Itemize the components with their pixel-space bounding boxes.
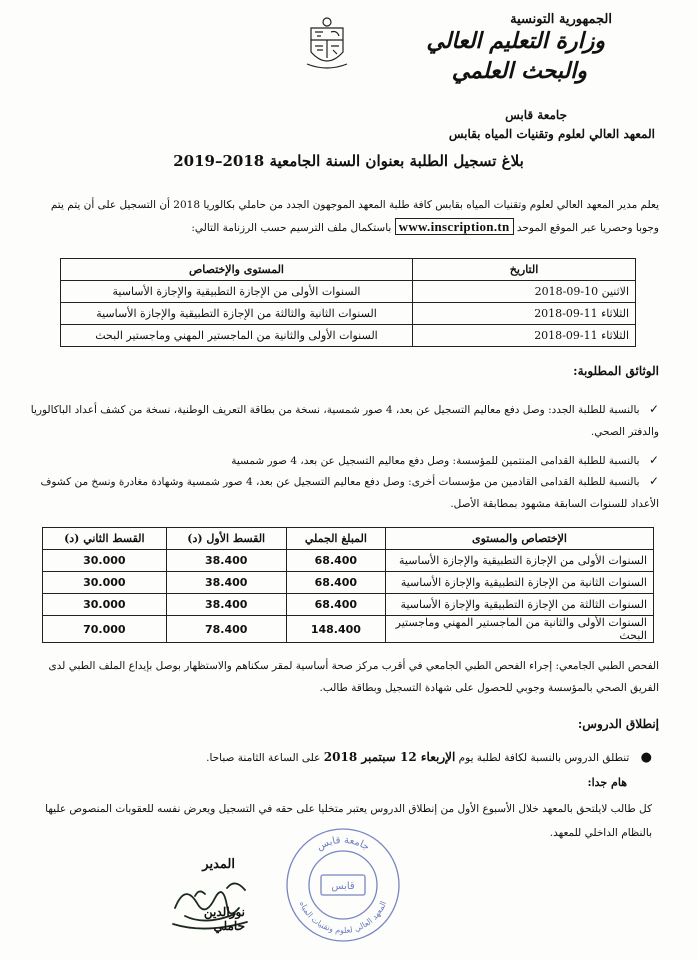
fee-first: 38.400 <box>166 550 286 572</box>
header-institute: المعهد العالي لعلوم وتقنيات المياه بقابس <box>448 127 655 141</box>
fee-level: السنوات الثانية من الإجازة التطبيقية والإجازة الأساسية <box>386 572 654 594</box>
table-row <box>61 325 636 347</box>
courses-heading: إنطلاق الدروس: <box>577 717 659 731</box>
fee-first: 38.400 <box>166 594 286 616</box>
table-header-row <box>61 259 636 281</box>
courses-start-date: الإربعاء 12 سبتمبر 2018 <box>323 750 456 764</box>
fee-level: السنوات الأولى والثانية من الماجستير المهني وماجستير البحث <box>386 616 654 643</box>
header-total: المبلغ الجملي <box>286 528 385 550</box>
table-row <box>61 281 636 303</box>
fee-second: 30.000 <box>43 550 167 572</box>
schedule-date: الثلاثاء 11-09-2018 <box>413 325 636 347</box>
website-link[interactable]: www.inscription.tn <box>395 218 514 235</box>
intro-text-before: يعلم مدير المعهد العالي لعلوم وتقنيات المياه بقابس كافة طلبة المعهد الموجهون الجدد من حاملي بكالوريا 2018 أن التسجيل على أن يتم يتم وجوبا وحصريا عبر الموقع الموحد <box>50 199 659 234</box>
fee-second: 70.000 <box>43 616 167 643</box>
fee-second: 30.000 <box>43 594 167 616</box>
fee-second: 30.000 <box>43 572 167 594</box>
stamp-top-text: جامعة قابس <box>315 834 372 854</box>
documents-heading: الوثائق المطلوبة: <box>573 364 659 378</box>
header-first-installment: القسط الأول (د) <box>166 528 286 550</box>
fee-first: 78.400 <box>166 616 286 643</box>
header-ministry-line1: وزارة التعليم العالي <box>426 28 605 54</box>
director-name: نورالدين حاملي <box>203 905 245 933</box>
header-republic: الجمهورية التونسية <box>510 12 612 27</box>
bullet-icon: ● <box>640 750 652 765</box>
stamp-center-text: قابس <box>331 881 355 892</box>
table-row <box>61 303 636 325</box>
director-title: المدير <box>202 857 235 872</box>
important-paragraph: كل طالب لايلتحق بالمعهد خلال الأسبوع الأول من إنطلاق الدروس يعتبر متخليا على حقه في التسجيل ويعرض نفسه للعقوبات المنصوص عليها بالنظام الداخلي للمعهد. <box>45 803 652 839</box>
checkmark-icon: ✓ <box>648 402 659 416</box>
medical-exam-paragraph: الفحص الطبي الجامعي: إجراء الفحص الطبي الجامعي في أقرب مركز صحة أساسية لمقر سكناهم والاستظهار بوصل بإيداع الملف الطبي لدى الفريق الصحي بالمؤسسة وجوبي للحصول على شهادة التسجيل وبطاقة طالب. <box>48 660 659 694</box>
page-title: بلاغ تسجيل الطلبة بعنوان السنة الجامعية 2018–2019 <box>173 152 524 170</box>
header-date: التاريخ <box>413 259 636 281</box>
important-heading: هام جدا: <box>587 776 627 789</box>
schedule-level: السنوات الأولى والثانية من الماجستير المهني وماجستير البحث <box>61 325 413 347</box>
document-text: بالنسبة للطلبة القدامى القادمين من مؤسسات أخرى: وصل دفع معاليم التسجيل عن بعد، 4 صور شمسية وشهادة مغادرة ونسخ من كشوف الأعداد للسنوات السابقة مشهود بمطابقة الأصل. <box>40 476 659 510</box>
checkmark-icon: ✓ <box>648 474 659 488</box>
schedule-level: السنوات الأولى من الإجازة التطبيقية والإجازة الأساسية <box>61 281 413 303</box>
schedule-level: السنوات الثانية والثالثة من الإجازة التطبيقية والإجازة الأساسية <box>61 303 413 325</box>
fee-total: 68.400 <box>286 594 385 616</box>
fee-total: 68.400 <box>286 572 385 594</box>
table-row <box>43 572 654 594</box>
fee-level: السنوات الثالثة من الإجازة التطبيقية والإجازة الأساسية <box>386 594 654 616</box>
document-item <box>29 449 659 472</box>
courses-text-after: على الساعة الثامنة صباحا. <box>206 752 321 764</box>
intro-paragraph <box>39 195 659 239</box>
stamp-bottom-text: المعهد العالي لعلوم وتقنيات المياه <box>297 899 389 936</box>
document-item <box>29 398 659 443</box>
table-header-row <box>43 528 654 550</box>
intro-text-after: باستكمال ملف الترسيم حسب الرزنامة التالي: <box>191 222 392 234</box>
header-university: جامعة قابس <box>505 108 567 122</box>
fee-level: السنوات الأولى من الإجازة التطبيقية والإجازة الأساسية <box>386 550 654 572</box>
header-level: الإختصاص والمستوى <box>386 528 654 550</box>
fees-table <box>42 527 654 643</box>
courses-start-line <box>92 750 652 765</box>
header-level: المستوى والإختصاص <box>61 259 413 281</box>
document-text: بالنسبة للطلبة القدامى المنتمين للمؤسسة: وصل دفع معاليم التسجيل عن بعد، 4 صور شمسية <box>231 455 640 467</box>
header-second-installment: القسط الثاني (د) <box>43 528 167 550</box>
table-row <box>43 594 654 616</box>
document-item <box>29 470 659 515</box>
header-ministry-line2: والبحث العلمي <box>451 58 587 84</box>
schedule-table <box>60 258 636 347</box>
table-row <box>43 616 654 643</box>
schedule-date: الثلاثاء 11-09-2018 <box>413 303 636 325</box>
tunisia-emblem-icon <box>303 14 351 74</box>
courses-text-before: تنطلق الدروس بالنسبة لكافة لطلبة يوم <box>458 752 630 764</box>
fee-total: 68.400 <box>286 550 385 572</box>
table-row <box>43 550 654 572</box>
fee-total: 148.400 <box>286 616 385 643</box>
document-text: بالنسبة للطلبة الجدد: وصل دفع معاليم التسجيل عن بعد، 4 صور شمسية، نسخة من بطاقة التعريف الوطنية، نسخة من كشف أعداد الباكالوريا والدفتر الصحي. <box>30 404 659 438</box>
checkmark-icon: ✓ <box>648 453 659 467</box>
schedule-date: الاثنين 10-09-2018 <box>413 281 636 303</box>
fee-first: 38.400 <box>166 572 286 594</box>
official-stamp-icon <box>283 825 403 945</box>
